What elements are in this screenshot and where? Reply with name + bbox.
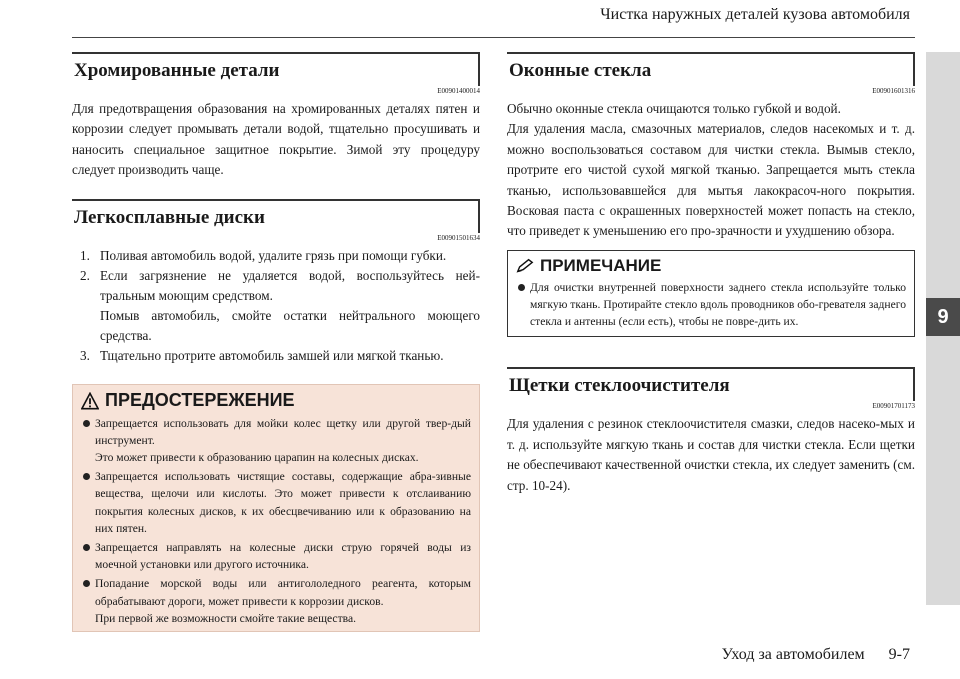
- pencil-icon: [516, 258, 534, 274]
- section-title: Хромированные детали: [74, 60, 280, 81]
- paragraph: Обычно оконные стекла очищаются только губкой и водой.: [507, 101, 841, 116]
- note-title-row: [516, 255, 906, 277]
- paragraph: Для предотвращения образования на хромированных деталях пятен и коррозии следует промывать детали водой, тщательно просушивать и наносить специальное защитное покрытие. Зимой эту процедуру следует производить чаще.: [72, 101, 480, 178]
- bullet-dot-icon: [83, 420, 90, 427]
- chapter-number-tab[interactable]: 9: [926, 298, 960, 336]
- bullet-text: Запрещается использовать чистящие составы, содержащие абра-зивные вещества, щелочи или кислоты. Это может привести к отслаиванию покрытия колесных дисков, к их обесцвечиванию или к образованию на них пятен.: [95, 470, 471, 535]
- section-title: Оконные стекла: [509, 60, 652, 81]
- right-column: [507, 52, 915, 496]
- list-text: Тщательно протрите автомобиль замшей или мягкой тканью.: [100, 347, 444, 363]
- header-rule: [72, 37, 915, 38]
- section-code: E00901701173: [872, 402, 915, 411]
- list-subtext: Помыв автомобиль, смойте остатки нейтрального моющего средства.: [100, 307, 480, 343]
- warning-title: ПРЕДОСТЕРЕЖЕНИЕ: [105, 390, 295, 411]
- section-code: E00901501634: [437, 233, 480, 242]
- warning-title-row: [81, 389, 471, 413]
- section-heading-chrome: [72, 52, 480, 86]
- list-number: 3.: [80, 347, 90, 363]
- note-bullet: [516, 279, 906, 331]
- bullet-dot-icon: [518, 284, 525, 291]
- section-code: E00901400014: [437, 87, 480, 95]
- bullet-text: Запрещается использовать для мойки колес щетку или другой твер-дый инструмент.: [95, 416, 471, 447]
- list-text: Поливая автомобиль водой, удалите грязь при помощи губки.: [100, 247, 447, 263]
- bullet-subtext: При первой же возможности смойте такие вещества.: [95, 611, 357, 625]
- warning-bullet: [81, 415, 471, 449]
- bullet-dot-icon: [83, 544, 90, 551]
- warning-bullet: [81, 575, 471, 609]
- page-header-title: Чистка наружных деталей кузова автомобиля: [600, 6, 910, 23]
- list-item: [80, 346, 480, 366]
- warning-bullet: [81, 539, 471, 573]
- paragraph: Для удаления с резинок стеклоочистителя смазки, следов насеко-мых и т. д. используйте мягкую ткань и состав для чистки стекла. Если щетки не обеспечивают качественной очистки стекла, их следует заменить (см. стр. 10-24).: [507, 416, 915, 493]
- paragraph: Для удаления масла, смазочных материалов, следов насекомых и т. д. можно воспользоваться составом для чистки стекла. Вымыв стекло, протрите его чистой сухой мягкой тканью. Запрещается мыть стекла тканью, использовавшейся для мытья лакокрасоч-ного покрытия. Восковая паста с окрашенных поверхностей может попасть на стекло, что приведет к уменьшению его про-зрачности и ухудшению обзора.: [507, 121, 915, 239]
- warning-triangle-icon: [81, 392, 99, 410]
- list-item: [80, 246, 480, 266]
- numbered-list: [72, 246, 480, 366]
- bullet-dot-icon: [83, 580, 90, 587]
- page-footer: [722, 646, 910, 664]
- left-column: [72, 52, 480, 632]
- bullet-text: Запрещается направлять на колесные диски струю горячей воды из моечной установки или другого источника.: [95, 541, 471, 572]
- section-heading-wiper-blades: [507, 367, 915, 401]
- list-number: 1.: [80, 247, 90, 263]
- bullet-dot-icon: [83, 473, 90, 480]
- list-text: Если загрязнение не удаляется водой, воспользуйтесь ней-тральным моющим средством.: [100, 267, 480, 303]
- warning-bullet: [81, 468, 471, 537]
- section-heading-alloy-wheels: [72, 199, 480, 233]
- section-title: Легкосплавные диски: [74, 206, 265, 228]
- section-code: E00901601316: [872, 87, 915, 95]
- bullet-text: Для очистки внутренней поверхности заднего стекла используйте только мягкую ткань. Протирайте стекло вдоль проводников обо-гревателя заднего стекла и антенны (если есть), чтобы не повре-дить их.: [530, 280, 906, 329]
- list-number: 2.: [80, 267, 90, 283]
- footer-section-name: Уход за автомобилем: [721, 646, 865, 663]
- list-item: [80, 266, 480, 306]
- section-heading-windows: [507, 52, 915, 86]
- note-title: ПРИМЕЧАНИЕ: [540, 255, 662, 275]
- note-box: [507, 250, 915, 338]
- bullet-text: Попадание морской воды или антигололедного реагента, которым обрабатывают дороги, может привести к коррозии дисков.: [95, 577, 471, 608]
- bullet-subtext: Это может привести к образованию царапин на колесных дисках.: [95, 451, 419, 465]
- warning-box: [72, 384, 480, 632]
- page-number: 9-7: [888, 646, 910, 663]
- section-title: Щетки стеклоочистителя: [509, 375, 730, 397]
